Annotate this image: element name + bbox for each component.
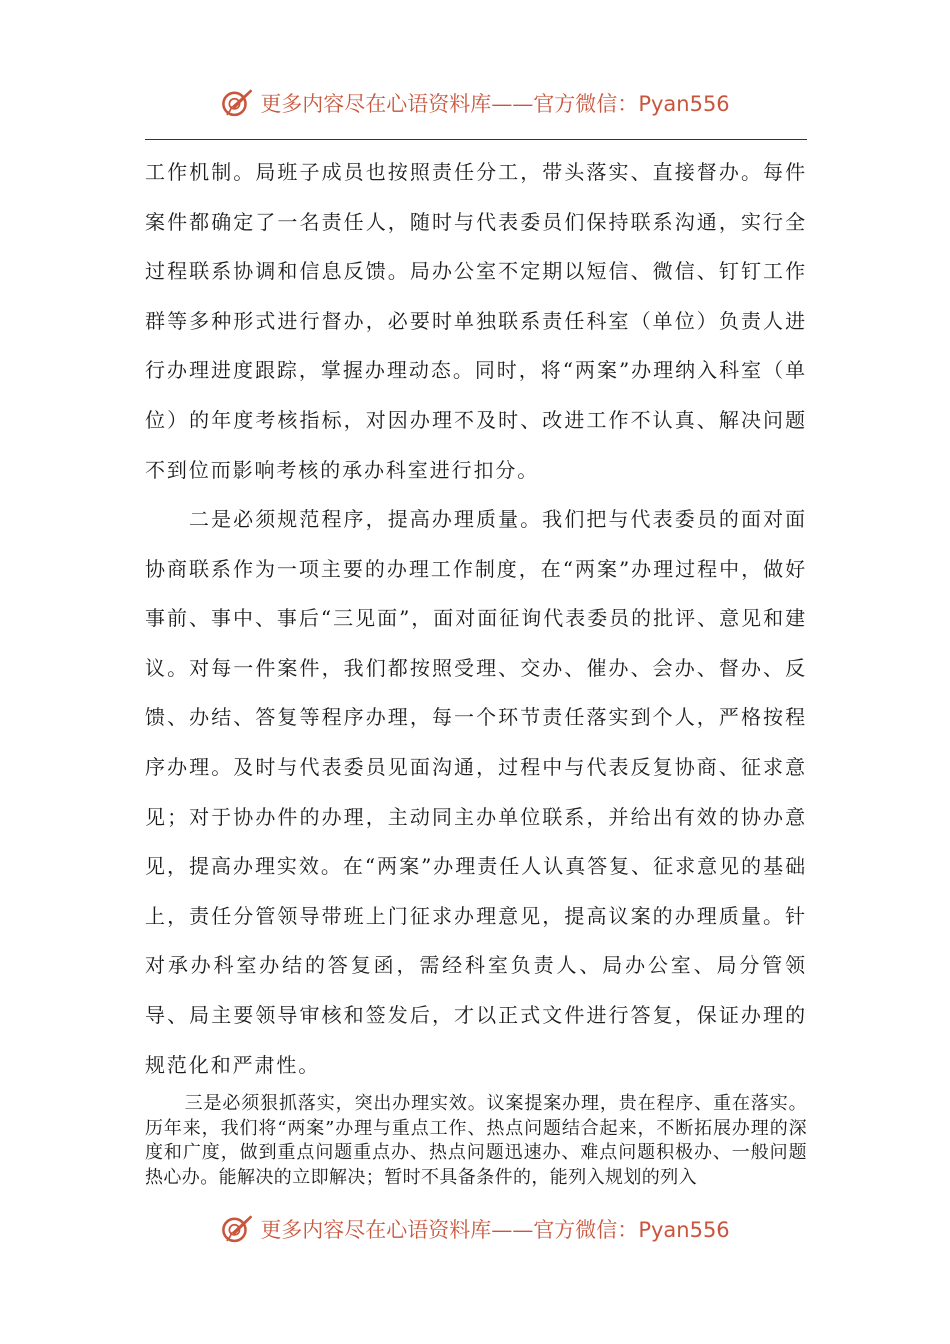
footer-banner bbox=[0, 1208, 950, 1250]
header-brand-text: 更多内容尽在心语资料库 bbox=[260, 92, 492, 116]
header-wechat-label: 官方微信： bbox=[533, 92, 639, 116]
body-paragraph-3: 三是必须狠抓落实，突出办理实效。议案提案办理，贵在程序、重在落实。历年来，我们将“两案”办理与重点工作、热点问题结合起来，不断拓展办理的深度和广度，做到重点问题重点办、热点问题迅速办、难点问题积极办、一般问题热心办。能解决的立即解决；暂时不具备条件的，能列入规划的列入 bbox=[145, 1093, 807, 1188]
header-banner-inner bbox=[220, 86, 729, 120]
footer-banner-inner bbox=[220, 1212, 729, 1246]
body-paragraph-1: 工作机制。局班子成员也按照责任分工，带头落实、直接督办。每件案件都确定了一名责任人，随时与代表委员们保持联系沟通，实行全过程联系协调和信息反馈。局办公室不定期以短信、微信、钉钉工作群等多种形式进行督办，必要时单独联系责任科室（单位）负责人进行办理进度跟踪，掌握办理动态。同时，将“两案”办理纳入科室（单位）的年度考核指标，对因办理不及时、改进工作不认真、解决问题不到位而影响考核的承办科室进行扣分。 bbox=[145, 160, 807, 482]
header-divider bbox=[145, 139, 807, 140]
footer-brand-text: 更多内容尽在心语资料库 bbox=[260, 1218, 492, 1242]
header-banner-text bbox=[260, 88, 729, 118]
header-banner bbox=[0, 82, 950, 124]
footer-wechat-id: Pyan556 bbox=[638, 1218, 730, 1242]
footer-separator: —— bbox=[491, 1218, 534, 1242]
quill-seal-icon bbox=[220, 1212, 254, 1246]
header-separator: —— bbox=[491, 92, 534, 116]
quill-seal-icon bbox=[220, 86, 254, 120]
header-wechat-id: Pyan556 bbox=[638, 92, 730, 116]
footer-banner-text bbox=[260, 1214, 729, 1244]
footer-wechat-label: 官方微信： bbox=[533, 1218, 639, 1242]
body-paragraph-2: 二是必须规范程序，提高办理质量。我们把与代表委员的面对面协商联系作为一项主要的办理工作制度，在“两案”办理过程中，做好事前、事中、事后“三见面”，面对面征询代表委员的批评、意见和建议。对每一件案件，我们都按照受理、交办、催办、会办、督办、反馈、办结、答复等程序办理，每一个环节责任落实到个人，严格按程序办理。及时与代表委员见面沟通，过程中与代表反复协商、征求意见；对于协办件的办理，主动同主办单位联系，并给出有效的协办意见，提高办理实效。在“两案”办理责任人认真答复、征求意见的基础上，责任分管领导带班上门征求办理意见，提高议案的办理质量。针对承办科室办结的答复函，需经科室负责人、局办公室、局分管领导、局主要领导审核和签发后，才以正式文件进行答复，保证办理的规范化和严肃性。 bbox=[145, 507, 807, 1077]
